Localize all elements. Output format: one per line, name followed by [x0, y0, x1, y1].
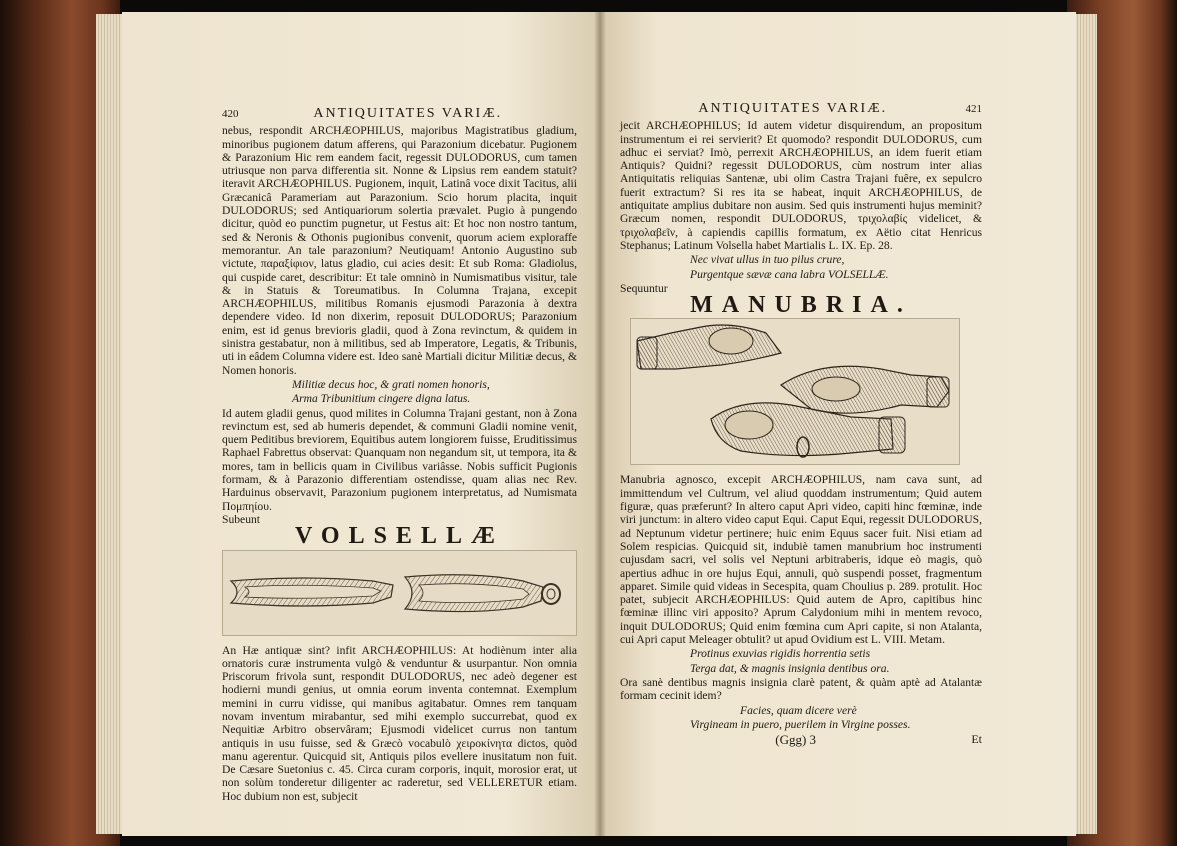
right-page-footer: [620, 733, 982, 746]
manubria-engraving: [630, 318, 960, 465]
right-verse-6: Virgineam in puero, puerilem in Virgine posses.: [690, 717, 911, 731]
right-page-number: 421: [965, 103, 982, 115]
right-verse-1: Nec vivat ullus in tuo pilus crure,: [690, 253, 845, 267]
left-page: [122, 12, 600, 836]
right-paragraph-1: jecit ARCHÆOPHILUS; Id autem videtur disquirendum, an propositum instrumentum ei rei servierit? Et quomodo? respondit DULODORUS, cum adhuc ei serviat? Imò, perrexit ARCHÆOPHILUS, an idem fuerit etiam Antiquis? Quidni? regessit DULODORUS, cùm nostrum inter alias Antiquitatis reliquias Santenæ, ubi olim Castra Trajani fuêre, ex sepulcro fuerit extractum? Si res ita se habeat, inquit ARCHÆOPHILUS, de antiquitate amplius dubitare non ausim. Sed quis instrumenti hujus meminit? Græcum nomen, respondit DULODORUS, τριχολαβίς videlicet, & τριχολαβεῖν, à capiendis capillis formatum, ex Aëtio citat Henricus Stephanus; Latinum Volsella habet Martialis L. IX. Ep. 28.: [620, 119, 982, 252]
left-subeunt: Subeunt: [222, 512, 261, 526]
left-page-number: 420: [222, 108, 239, 120]
right-running-head: [620, 102, 982, 116]
left-paragraph-3: An Hæ antiquæ sint? infit ARCHÆOPHILUS: At hodiènum inter alia ornatoris curæ instrumenta vulgò & venduntur & usurpantur. Non omnia Priscorum frivola sunt, respondit DULODORUS, nec adeò degener est hodierni mundi genius, ut omnia eorum inventa contemnat. Exemplum memini in curru vidisse, qui manibus agitabatur. Omnes rem tanquam novam inventum mirabantur, sed mihi exemplo succurrebat, quod ex Nequitiæ Arbitro observâram; Ejusmodi videlicet currus non tantum antiquis in usu fuisse, sed & Græcò vocabulò χειροκίνητα dictos, quòd manu agerentur. Quicquid sit, Antiquis pilos evellere inusitatum non fuit. De Cæsare Suetonius c. 45. Circa curam corporis, inquit, morosior erat, ut non solùm tonderetur diligenter ac raderetur, sed VELLERETUR etiam. Hoc dubium non est, subjecit: [222, 643, 577, 803]
right-verse-4: Terga dat, & magnis insignia dentibus ora.: [690, 661, 890, 675]
left-verse-1: Militiæ decus hoc, & grati nomen honoris,: [292, 377, 490, 391]
right-verse-2: Purgentque sævæ cana labra VOLSELLÆ.: [690, 267, 889, 281]
handles-illustration: [631, 319, 959, 464]
left-page-content: [222, 107, 577, 803]
right-page: [600, 12, 1076, 836]
book-gutter: [594, 12, 606, 836]
right-paragraph-2: Manubria agnosco, excepit ARCHÆOPHILUS, nam cava sunt, ad immittendum vel Cultrum, vel aliud quoddam instrumentum; Quid autem figuræ, quas præferunt? In altero caput Apri video, capiti hinc fœminæ, inde viri junctum: in altero video caput Equi. Caput Equi, regessit DULODORUS, ad Neptunum videtur pertinere; huic enim Equus sacer fuit. Nisi etiam ad Solem respicias. Quicquid sit, indubiè tamen manubrium hoc instrumenti cujusdam sacri, vel solis vel Neptuni arbitraberis, idque eò magis, quò apertius adhuc in ore hujus Equi, annuli, quò suspendi posset, fragmentum apparet. Simile quid videas in Secespita, quam Choulius p. 289. protulit. Hoc patet, subjecit ARCHÆOPHILUS: Quid autem de Apro, capitibus hinc fœminæ illinc viri apposito? Aprum Calydonium mihi in mentem revoco, inquit DULODORUS; Quid enim fœmina cum Apri capite, si non Atalanta, cui Apri caput Meleager obtulit? ut apud Ovidium est L. VIII. Metam.: [620, 473, 982, 647]
right-verse-3: Protinus exuvias rigidis horrentia setis: [690, 647, 871, 661]
manubria-title: MANUBRIA.: [690, 292, 912, 319]
volsellae-title: VOLSELLÆ: [295, 523, 504, 550]
right-verse-5: Facies, quam dicere verè: [740, 703, 857, 717]
right-running-title: ANTIQUITATES VARIÆ.: [698, 101, 888, 116]
right-page-content: [620, 102, 982, 746]
right-sequuntur: Sequuntur: [620, 281, 668, 295]
left-running-title: ANTIQUITATES VARIÆ.: [313, 106, 503, 121]
tweezers-illustration: [223, 551, 576, 635]
catchword: Et: [971, 732, 982, 747]
left-paragraph-2: Id autem gladii genus, quod milites in Columna Trajani gestant, non à Zona revinctum est, sed ab humeris dependet, & communi Gladii nomine venit, quem Peditibus breviorem, Equitibus autem longiorem fuisse, Eruditissimus Raphael Fabrettus observat: Quanquam non negandum sit, ut tempora, ita & mores, tam in bellicis quam in Civilibus variâsse. Nobis sufficit Pugionis formam, & à Parazonio differentiam ostendisse, quam alias nec Rev. Harduinus observavit, Parazonium pugionem interpretatus, ad Numismata Πομπηίου.: [222, 406, 577, 513]
page-edges-right: [1075, 14, 1097, 834]
signature-mark: (Ggg) 3: [775, 732, 817, 748]
right-paragraph-3: Ora sanè dentibus magnis insignia clarè patent, & quàm aptè ad Atalantæ formam cecinit idem?: [620, 675, 982, 703]
volsellae-engraving: [222, 550, 577, 636]
left-running-head: [222, 107, 577, 121]
left-paragraph-1: nebus, respondit ARCHÆOPHILUS, majoribus Magistratibus gladium, minoribus pugionem datum afferens, qui Parazonium dicebatur. Pugionem & Parazonium Hic rem eandem facit, regessit DULODORUS, cum tamen utriusque non parva differentia sit. Nonne & Lipsius rem eandem statuit? iteravit ARCHÆOPHILUS. Pugionem, inquit, Latinâ voce dixit Tacitus, alii Græcanicâ Parameriam aut Parazonium. Scio horum placita, inquit DULODORUS; sed Antiquariorum solertia prævalet. Pugio à pungendo dicitur, quòd eo punctim pugnetur, ut Festus ait: Et hoc non nostro tantum, sed & Neronis & Othonis pugionibus convenit, quorum aciem exploraffe memorantur. An tale parazonium? Neutiquam! Antonio Augustino sub victute, παραξίφιον, latus gladio, cui acies desit: Et sub Roma: Gladiolus, qui cuspide caret, describitur: Et tale omninò in Numismatibus visitur, tale & in Statuis & Toreumatibus. In Columna Trajana, excepit ARCHÆOPHILUS, militibus Romanis ejusmodi Parazonia à dextra dependere video. Id non dixerim, reposuit DULODORUS; Parazonium enim, est id genus brevioris gladii, quod à Zona revinctum, & quidem in sinistra gestabatur, non à militibus, sed ab Imperatore, Legatis, & Tribunis, uti in eâdem Columna videre est. Ideo sanè Martiali dicitur Militiæ decus, & Nomen honoris.: [222, 124, 577, 377]
left-verse-2: Arma Tribunitium cingere digna latus.: [292, 392, 471, 406]
